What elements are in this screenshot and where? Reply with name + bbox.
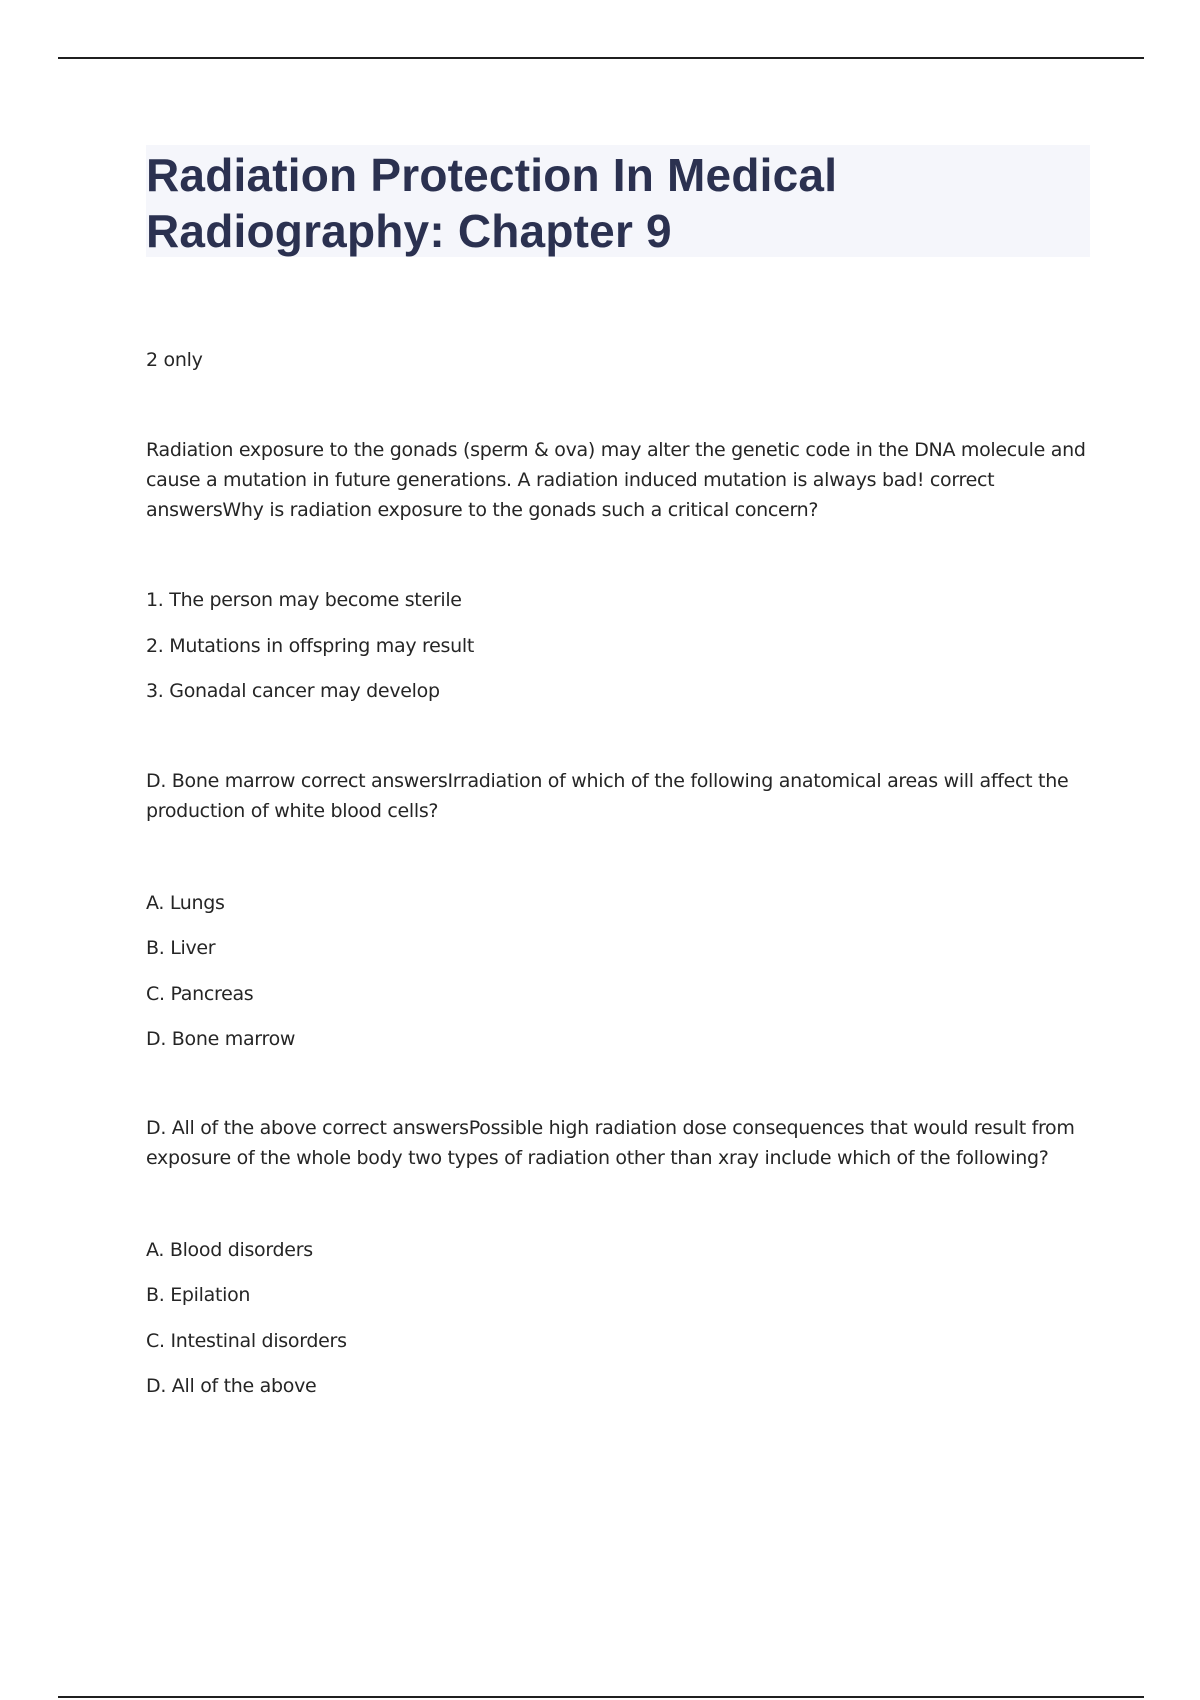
option-item: D. Bone marrow <box>146 1028 296 1050</box>
option-item: 1. The person may become sterile <box>146 589 462 611</box>
option-item: A. Lungs <box>146 892 225 914</box>
option-item: C. Intestinal disorders <box>146 1330 347 1352</box>
top-rule <box>58 57 1144 59</box>
option-item: C. Pancreas <box>146 983 254 1005</box>
option-item: A. Blood disorders <box>146 1239 313 1261</box>
page-title: Radiation Protection In Medical Radiography: Chapter 9 <box>146 149 838 257</box>
option-item: D. All of the above <box>146 1375 317 1397</box>
option-item: B. Epilation <box>146 1284 251 1306</box>
question-paragraph: D. Bone marrow correct answersIrradiation of which of the following anatomical areas will affect the production of white blood cells? <box>146 770 1069 822</box>
option-item: B. Liver <box>146 937 216 959</box>
option-item: 3. Gonadal cancer may develop <box>146 680 440 702</box>
question-paragraph: Radiation exposure to the gonads (sperm & ova) may alter the genetic code in the DNA molecule and cause a mutation in future generations. A radiation induced mutation is always bad! correct answersWhy is radiation exposure to the gonads such a critical concern? <box>146 439 1086 521</box>
answer-line: 2 only <box>146 349 203 371</box>
question-paragraph: D. All of the above correct answersPossible high radiation dose consequences that would result from exposure of the whole body two types of radiation other than xray include which of the following? <box>146 1117 1075 1169</box>
option-item: 2. Mutations in offspring may result <box>146 635 474 657</box>
bottom-rule <box>58 1696 1144 1698</box>
title-banner <box>146 145 1090 257</box>
